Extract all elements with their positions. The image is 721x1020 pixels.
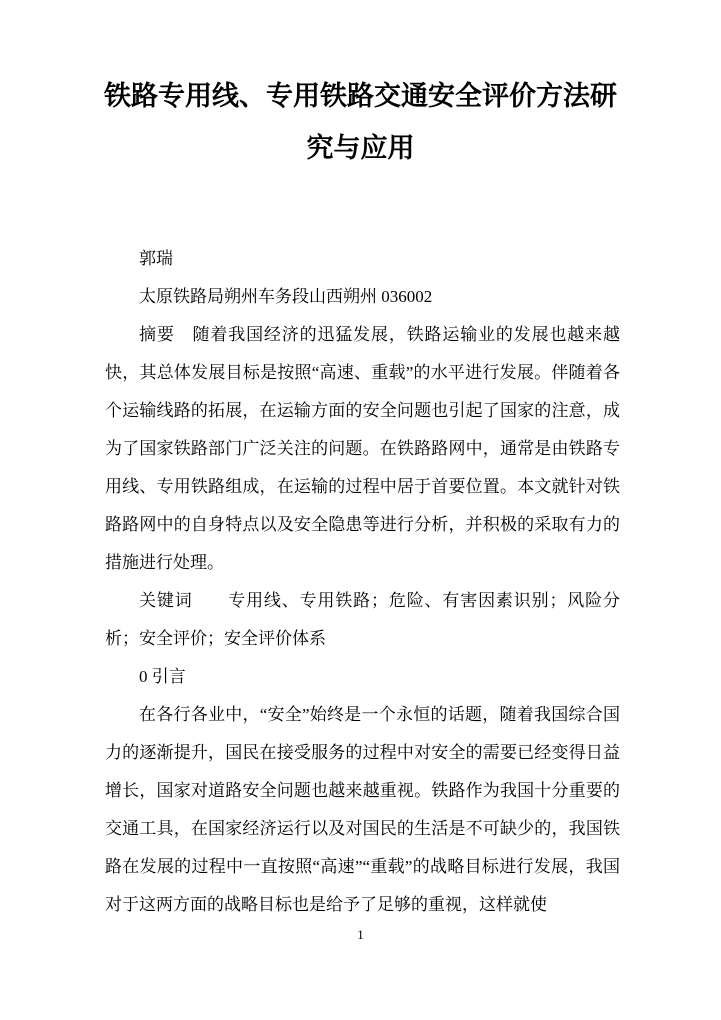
paper-title: 铁路专用线、专用铁路交通安全评价方法研究与应用: [104, 81, 617, 163]
author-name: 郭瑞: [139, 249, 173, 268]
page-number: 1: [357, 927, 364, 942]
author-affiliation: 太原铁路局朔州车务段山西朔州 036002: [139, 287, 433, 306]
abstract-paragraph: 摘要 随着我国经济的迅猛发展，铁路运输业的发展也越来越快，其总体发展目标是按照“高速、重载”的水平进行发展。伴随着各个运输线路的拓展，在运输方面的安全问题也引起了国家的注意，成为了国家铁路部门广泛关注的问题。在铁路路网中，通常是由铁路专用线、专用铁路组成，在运输的过程中居于首要位置。本文就针对铁路路网中的自身特点以及安全隐患等进行分析，并积极的采取有力的措施进行处理。: [105, 325, 620, 572]
section-heading-introduction: 0 引言: [139, 667, 186, 686]
keywords-paragraph: 关键词 专用线、专用铁路；危险、有害因素识别；风险分析；安全评价；安全评价体系: [105, 591, 620, 648]
document-body: [105, 240, 620, 924]
introduction-paragraph: 在各行各业中，“安全”始终是一个永恒的话题，随着我国综合国力的逐渐提升，国民在接受服务的过程中对安全的需要已经变得日益增长，国家对道路安全问题也越来越重视。铁路作为我国十分重要的交通工具，在国家经济运行以及对国民的生活是不可缺少的，我国铁路在发展的过程中一直按照“高速”“重载”的战略目标进行发展，我国对于这两方面的战略目标也是给予了足够的重视，这样就使: [105, 705, 620, 914]
